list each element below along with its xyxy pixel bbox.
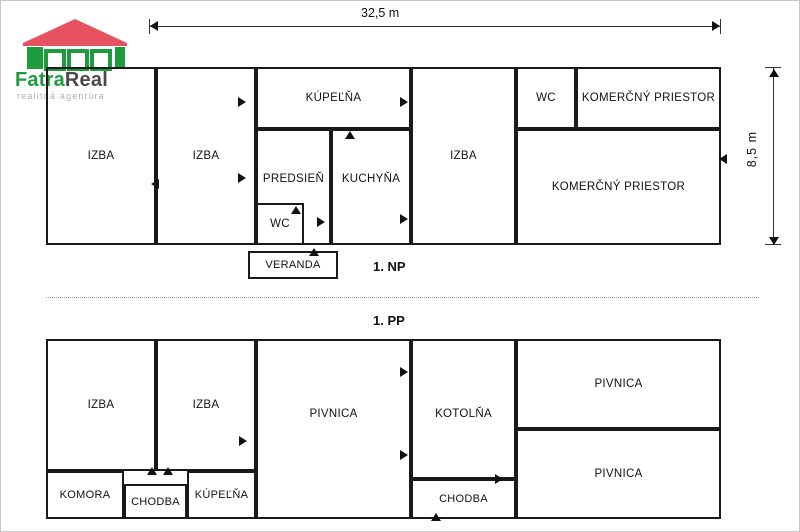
room-izba-5[interactable]	[156, 339, 256, 471]
fatrareal-logo-icon	[15, 17, 135, 71]
logo-word-real: Real	[64, 69, 108, 91]
room-chodba-2-label: CHODBA	[439, 493, 488, 505]
floor-divider	[46, 297, 759, 298]
height-arrow-top	[769, 69, 779, 77]
floor-label-1pp: 1. PP	[373, 313, 405, 328]
door-arrow-np-1	[151, 179, 159, 189]
room-izba-4[interactable]	[46, 339, 156, 471]
room-izba-5-label: IZBA	[192, 399, 220, 411]
room-kupelna-pp-label: KÚPEĽŇA	[194, 489, 249, 501]
room-chodba-2[interactable]	[411, 479, 516, 519]
height-dim-cap-top	[765, 67, 781, 68]
room-pivnica-3[interactable]	[516, 429, 721, 519]
width-dimension-label: 32,5 m	[361, 6, 400, 20]
room-kotolna[interactable]	[411, 339, 516, 479]
room-wc-komercny[interactable]	[516, 67, 576, 129]
room-komercny-priestor-1-label: KOMERČNÝ PRIESTOR	[581, 92, 716, 104]
door-arrow-pp-4	[495, 474, 503, 484]
room-pivnica-2-label: PIVNICA	[594, 378, 643, 390]
room-kuchyna-label: KUCHYŇA	[341, 173, 401, 185]
door-arrow-np-6	[317, 217, 325, 227]
logo-word-fatra: Fatra	[15, 69, 65, 91]
room-veranda-label: VERANDA	[265, 259, 321, 271]
door-arrow-pp-1	[239, 436, 247, 446]
door-arrow-np-9	[400, 214, 408, 224]
door-arrow-pp-2	[400, 367, 408, 377]
room-wc-np-label: WC	[270, 218, 290, 230]
height-arrow-bottom	[769, 237, 779, 245]
room-komercny-priestor-1[interactable]	[576, 67, 721, 129]
door-arrow-np-4	[400, 97, 408, 107]
door-arrow-pp-6	[147, 467, 157, 475]
height-dimension-line	[773, 67, 774, 245]
room-pivnica-2[interactable]	[516, 339, 721, 429]
room-chodba-1-label: CHODBA	[131, 495, 180, 508]
room-kupelna[interactable]	[256, 67, 411, 129]
room-pivnica-1[interactable]	[256, 339, 411, 519]
door-arrow-np-5	[345, 131, 355, 139]
door-arrow-pp-7	[163, 467, 173, 475]
floor-label-1np: 1. NP	[373, 259, 406, 274]
width-dimension-line	[149, 26, 721, 27]
door-arrow-pp-5	[431, 513, 441, 521]
room-pivnica-1-label: PIVNICA	[309, 408, 358, 420]
room-izba-3[interactable]	[411, 67, 516, 245]
room-izba-4-label: IZBA	[87, 399, 115, 411]
door-arrow-np-3	[238, 97, 246, 107]
room-chodba-1[interactable]	[124, 484, 187, 519]
room-pivnica-3-label: PIVNICA	[594, 468, 643, 480]
room-kuchyna[interactable]	[331, 129, 411, 245]
room-komora[interactable]	[46, 471, 124, 519]
door-arrow-np-7	[291, 206, 301, 214]
room-wc-komercny-label: WC	[536, 92, 556, 104]
room-komercny-priestor-2[interactable]	[516, 129, 721, 245]
door-arrow-np-8	[309, 248, 319, 256]
width-dim-cap-right	[720, 19, 721, 34]
room-komercny-priestor-2-label: KOMERČNÝ PRIESTOR	[551, 181, 686, 193]
room-izba-2-label: IZBA	[192, 150, 220, 162]
room-kotolna-label: KOTOLŇA	[435, 408, 492, 420]
room-izba-3-label: IZBA	[450, 150, 477, 162]
room-izba-1-label: IZBA	[87, 150, 115, 162]
room-izba-1[interactable]	[46, 67, 156, 245]
logo-tagline: realitná agentúra	[17, 91, 105, 101]
room-komora-label: KOMORA	[59, 489, 111, 501]
room-predsien-label: PREDSIEŇ	[262, 173, 325, 185]
width-arrow-left	[150, 21, 158, 31]
room-veranda[interactable]	[248, 251, 338, 279]
width-arrow-right	[712, 21, 720, 31]
door-arrow-pp-3	[400, 450, 408, 460]
door-arrow-np-10	[719, 154, 727, 164]
height-dimension-label: 8,5 m	[745, 131, 759, 168]
room-kupelna-pp[interactable]	[187, 471, 256, 519]
room-kupelna-label: KÚPEĽŇA	[305, 92, 362, 104]
room-izba-2[interactable]	[156, 67, 256, 245]
door-arrow-np-2	[238, 173, 246, 183]
